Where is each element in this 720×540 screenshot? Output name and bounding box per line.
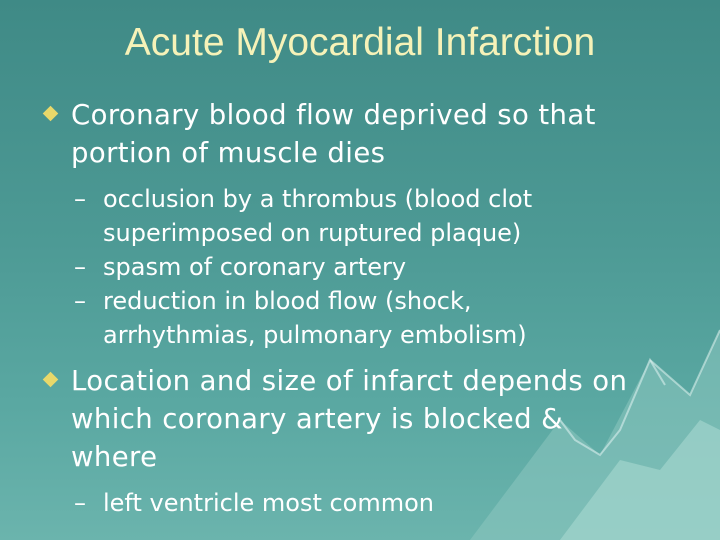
sub-bullet-list [74, 182, 712, 352]
bullet-line: Location and size of infarct depends on [71, 365, 628, 397]
sub-bullet-list [74, 486, 712, 520]
dash-bullet-icon: – [74, 287, 86, 315]
sub-bullet-line: left ventricle most common [103, 489, 435, 517]
bullet-line: Coronary blood flow deprived so that [71, 99, 596, 131]
sub-bullet-line: reduction in blood flow (shock, [103, 287, 472, 315]
sub-bullet-item [74, 250, 712, 284]
bullet-item [42, 96, 712, 172]
diamond-bullet-icon [43, 372, 59, 388]
dash-bullet-icon: – [74, 489, 86, 517]
sub-bullet-item [74, 486, 712, 520]
sub-bullet-item [74, 284, 712, 352]
sub-bullet-item [74, 182, 712, 250]
dash-bullet-icon: – [74, 185, 86, 213]
slide-title: Acute Myocardial Infarction [124, 21, 596, 64]
sub-bullet-line: superimposed on ruptured plaque) [103, 219, 522, 247]
dash-bullet-icon: – [74, 253, 86, 281]
sub-bullet-line: spasm of coronary artery [103, 253, 407, 281]
bullet-line: where [71, 441, 158, 473]
bullet-line: which coronary artery is blocked & [71, 403, 563, 435]
sub-bullet-line: arrhythmias, pulmonary embolism) [103, 321, 527, 349]
diamond-bullet-icon [43, 106, 59, 122]
sub-bullet-line: occlusion by a thrombus (blood clot [103, 185, 533, 213]
bullet-item [42, 362, 712, 476]
bullet-line: portion of muscle dies [71, 137, 386, 169]
slide-body [42, 96, 712, 520]
